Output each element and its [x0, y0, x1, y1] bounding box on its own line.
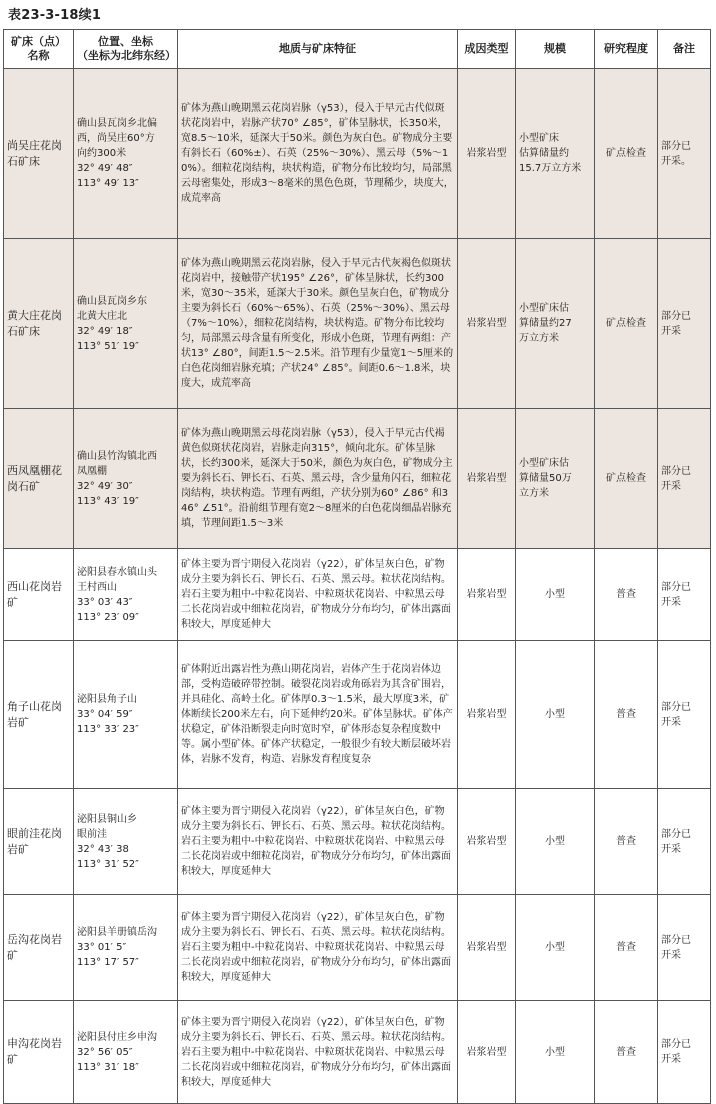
deposit-table [3, 29, 711, 1104]
deposit-name-cell: 尚吴庄花岗 石矿床 [4, 69, 74, 239]
genesis-cell: 岩浆岩型 [458, 895, 516, 1001]
location-cell: 泌阳县羊册镇岳沟 33° 01′ 5″ 113° 17′ 57″ [74, 895, 178, 1001]
note-cell: 部分已 开采 [658, 239, 711, 409]
genesis-cell: 岩浆岩型 [458, 69, 516, 239]
header-name: 矿床（点） 名称 [4, 30, 74, 69]
table-caption: 表23-3-18续1 [8, 8, 102, 23]
note-cell: 部分已 开采 [658, 789, 711, 895]
table-row [4, 69, 711, 239]
location-cell: 泌阳县铜山乡 眼前洼 32° 43′ 38 113° 31′ 52″ [74, 789, 178, 895]
note-cell: 部分已 开采 [658, 409, 711, 549]
research-cell: 矿点检查 [595, 409, 658, 549]
note-cell: 部分已 开采 [658, 549, 711, 641]
features-cell: 矿体为燕山晚期黑云母花岗岩脉（γ53），侵入于早元古代褐黄色似斑状花岗岩，岩脉走向315°，倾向北东。矿体呈脉状，长约300米，延深大于50米，颜色为灰白色，矿物成分主要为斜长石、钾长石、石英、黑云母，含少量角闪石，细粒花岗结构，块状构造。节理有两组，产状分别为60° ∠86° 和346° ∠51°。沿前组节理有宽2～8厘米的白色花岗细晶岩脉充填，节理间距1.5～3米 [178, 409, 458, 549]
table-row [4, 789, 711, 895]
location-cell: 泌阳县春水镇山头 王村西山 33° 03′ 43″ 113° 23′ 09″ [74, 549, 178, 641]
genesis-cell: 岩浆岩型 [458, 789, 516, 895]
deposit-name-cell: 西山花岗岩 矿 [4, 549, 74, 641]
scale-cell: 小型 [516, 549, 595, 641]
note-cell: 部分已 开采。 [658, 69, 711, 239]
table-row [4, 239, 711, 409]
note-cell: 部分已 开采 [658, 1001, 711, 1104]
header-location: 位置、坐标 （坐标为北纬东经） [74, 30, 178, 69]
location-cell: 确山县瓦岗乡北偏 西，尚吴庄60°方 向约300米 32° 49′ 48″ 113° 49′ 13″ [74, 69, 178, 239]
note-cell: 部分已 开采 [658, 895, 711, 1001]
location-cell: 确山县瓦岗乡东 北黄大庄北 32° 49′ 18″ 113° 51′ 19″ [74, 239, 178, 409]
scale-cell: 小型 [516, 789, 595, 895]
research-cell: 矿点检查 [595, 239, 658, 409]
header-research: 研究程度 [595, 30, 658, 69]
deposit-name-cell: 角子山花岗 岩矿 [4, 641, 74, 789]
research-cell: 普查 [595, 549, 658, 641]
header-genesis: 成因类型 [458, 30, 516, 69]
deposit-name-cell: 眼前洼花岗 岩矿 [4, 789, 74, 895]
location-cell: 泌阳县付庄乡申沟 32° 56′ 05″ 113° 31′ 18″ [74, 1001, 178, 1104]
scale-cell: 小型 [516, 895, 595, 1001]
table-row [4, 409, 711, 549]
scale-cell: 小型矿床估 算储量50万 立方米 [516, 409, 595, 549]
genesis-cell: 岩浆岩型 [458, 1001, 516, 1104]
scale-cell: 小型矿床估 算储量约27 万立方米 [516, 239, 595, 409]
location-cell: 泌阳县角子山 33° 04′ 59″ 113° 33′ 23″ [74, 641, 178, 789]
note-cell: 部分已 开采 [658, 641, 711, 789]
table-row [4, 641, 711, 789]
features-cell: 矿体附近出露岩性为燕山期花岗岩，岩体产生于花岗岩体边部，受构造破碎带控制。破裂花岗岩或角砾岩为其含矿围岩，并具硅化、高岭土化。矿体厚0.3～1.5米，最大厚度3米，矿体断续长200米左右，向下延伸约20米。矿体呈脉状。矿体产状稳定，矿体沿断裂走向时宽时窄，矿体形态复杂程度数中等。属小型矿体。矿体产状稳定，一般很少有较大断层破坏岩体，岩脉不发育，构造、岩脉发育程度复杂 [178, 641, 458, 789]
features-cell: 矿体主要为晋宁期侵入花岗岩（γ22），矿体呈灰白色，矿物成分主要为斜长石、钾长石、石英、黑云母。粒状花岗结构。岩石主要为粗中-中粒花岗岩、中粒斑状花岗岩、中粒黑云母二长花岗岩或中细粒花岗岩，矿物成分分布均匀，矿体出露面积较大，厚度延伸大 [178, 549, 458, 641]
location-cell: 确山县竹沟镇北西 凤凰棚 32° 49′ 30″ 113° 43′ 19″ [74, 409, 178, 549]
scale-cell: 小型 [516, 641, 595, 789]
research-cell: 普查 [595, 789, 658, 895]
genesis-cell: 岩浆岩型 [458, 239, 516, 409]
features-cell: 矿体主要为晋宁期侵入花岗岩（γ22），矿体呈灰白色，矿物成分主要为斜长石、钾长石、石英、黑云母。粒状花岗结构。岩石主要为粗中-中粒花岗岩、中粒斑状花岗岩、中粒黑云母二长花岗岩或中细粒花岗岩，矿物成分分布均匀，矿体出露面积较大，厚度延伸大 [178, 895, 458, 1001]
deposit-name-cell: 申沟花岗岩 矿 [4, 1001, 74, 1104]
scale-cell: 小型 [516, 1001, 595, 1104]
table-row [4, 549, 711, 641]
research-cell: 矿点检查 [595, 69, 658, 239]
header-note: 备注 [658, 30, 711, 69]
header-features: 地质与矿床特征 [178, 30, 458, 69]
features-cell: 矿体为燕山晚期黑云花岗岩脉（γ53），侵入于早元古代似斑状花岗岩中，岩脉产状70° ∠85°，矿体呈脉状，长350米，宽8.5～10米，延深大于50米。颜色为灰白色。矿物成分主要有斜长石（60%±）、石英（25%～30%）、黑云母（5%～10%）。细粒花岗结构，块状构造，矿物分布比较均匀，局部黑云母密集处，形成3～8毫米的黑色色斑，节理稀少，块度大，成荒率高 [178, 69, 458, 239]
research-cell: 普查 [595, 641, 658, 789]
features-cell: 矿体主要为晋宁期侵入花岗岩（γ22），矿体呈灰白色，矿物成分主要为斜长石、钾长石、石英、黑云母。粒状花岗结构。岩石主要为粗中-中粒花岗岩、中粒斑状花岗岩、中粒黑云母二长花岗岩或中细粒花岗岩，矿物成分分布均匀，矿体出露面积较大，厚度延伸大 [178, 1001, 458, 1104]
table-row [4, 1001, 711, 1104]
research-cell: 普查 [595, 1001, 658, 1104]
table-row [4, 895, 711, 1001]
genesis-cell: 岩浆岩型 [458, 549, 516, 641]
header-scale: 规模 [516, 30, 595, 69]
deposit-name-cell: 西凤凰棚花 岗石矿 [4, 409, 74, 549]
research-cell: 普查 [595, 895, 658, 1001]
table-header-row [4, 30, 711, 69]
features-cell: 矿体为燕山晚期黑云花岗岩脉，侵入于早元古代灰褐色似斑状花岗岩中，接触带产状195° ∠26°，矿体呈脉状，长约300米，宽30～35米，延深大于30米。颜色呈灰白色，矿物成分主要为斜长石（60%～65%）、石英（25%～30%）、黑云母（7%～10%），细粒花岗结构，块状构造。矿物分布比较均匀，局部黑云母含量有所变化，形成小色斑，节理有两组：产状13° ∠80°，间距1.5～2.5米。沿节理有少量宽1～5厘米的白色花岗细岩脉充填；产状24° ∠85°。间距0.6～1.8米，块度大，成荒率高 [178, 239, 458, 409]
scale-cell: 小型矿床 估算储量约 15.7万立方米 [516, 69, 595, 239]
genesis-cell: 岩浆岩型 [458, 409, 516, 549]
features-cell: 矿体主要为晋宁期侵入花岗岩（γ22），矿体呈灰白色，矿物成分主要为斜长石、钾长石、石英、黑云母。粒状花岗结构。岩石主要为粗中-中粒花岗岩、中粒斑状花岗岩、中粒黑云母二长花岗岩或中细粒花岗岩，矿物成分分布均匀，矿体出露面积较大，厚度延伸大 [178, 789, 458, 895]
table-body [4, 69, 711, 1104]
deposit-name-cell: 岳沟花岗岩 矿 [4, 895, 74, 1001]
genesis-cell: 岩浆岩型 [458, 641, 516, 789]
deposit-name-cell: 黄大庄花岗 石矿床 [4, 239, 74, 409]
